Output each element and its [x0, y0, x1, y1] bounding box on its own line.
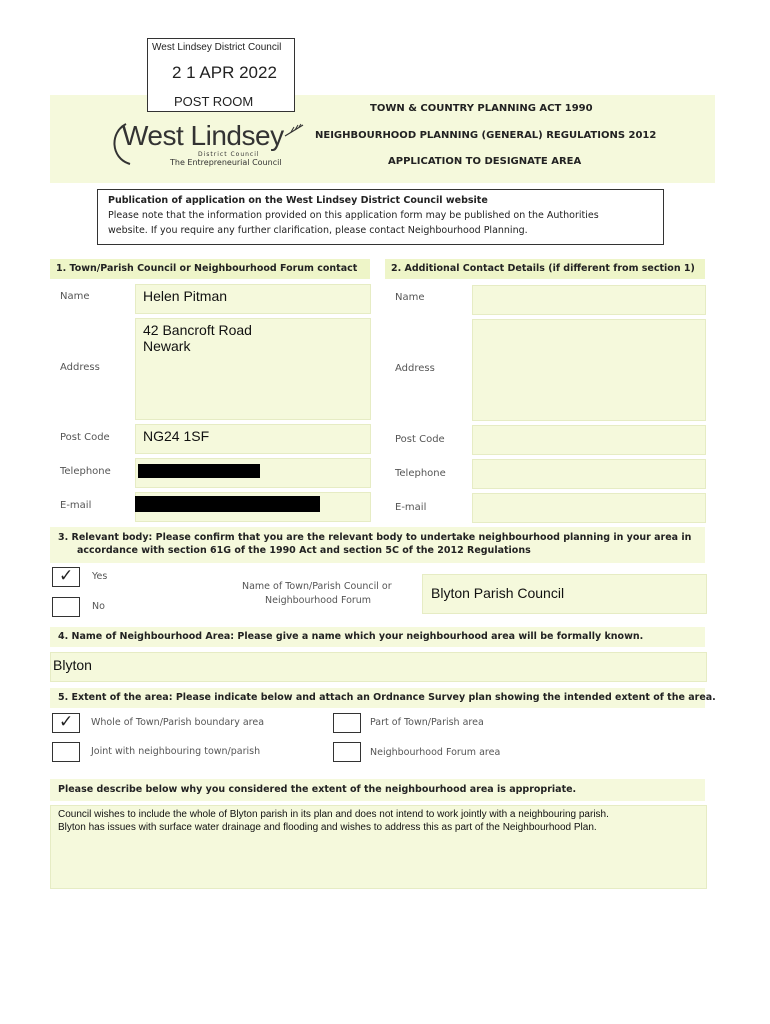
logo-name: West Lindsey: [122, 120, 284, 151]
s1-name-value: Helen Pitman: [143, 288, 228, 304]
s1-telephone-redaction: [138, 464, 260, 478]
header-title2: NEIGHBOURHOOD PLANNING (GENERAL) REGULATIONS 2012: [315, 130, 657, 141]
s1-postcode-value: NG24 1SF: [143, 428, 210, 444]
s1-email-label: E-mail: [60, 500, 92, 511]
extent-whole-label: Whole of Town/Parish boundary area: [91, 717, 265, 728]
yes-tick-icon: ✓: [59, 566, 74, 586]
logo-sub: District Council: [198, 151, 260, 158]
extent-forum-label: Neighbourhood Forum area: [370, 747, 501, 758]
section3-text2: accordance with section 61G of the 1990 Act and section 5C of the 2012 Regulations: [77, 545, 531, 556]
extent-part-checkbox[interactable]: [333, 713, 361, 733]
stamp-line3: POST ROOM: [174, 94, 254, 109]
s1-address-line2: Newark: [143, 338, 191, 354]
section4-text: 4. Name of Neighbourhood Area: Please give a name which your neighbourhood area will be formally known.: [58, 631, 644, 642]
s2-address-label: Address: [395, 363, 435, 374]
notice-title: Publication of application on the West Lindsey District Council website: [108, 195, 488, 206]
s1-name-label: Name: [60, 291, 90, 302]
area-name-field[interactable]: [50, 652, 707, 682]
s2-email-label: E-mail: [395, 502, 427, 513]
s2-telephone-label: Telephone: [395, 468, 446, 479]
logo-tagline: The Entrepreneurial Council: [170, 158, 282, 167]
s2-name-label: Name: [395, 292, 425, 303]
whole-tick-icon: ✓: [59, 712, 74, 732]
s2-postcode-field[interactable]: [472, 425, 706, 455]
s2-telephone-field[interactable]: [472, 459, 706, 489]
section3-text1: 3. Relevant body: Please confirm that you are the relevant body to undertake neighbourhood planning in your area in: [58, 532, 692, 543]
s2-email-field[interactable]: [472, 493, 706, 523]
relevant-body-no-checkbox[interactable]: [52, 597, 80, 617]
extent-whole-checkbox[interactable]: [52, 713, 80, 733]
stamp-line1: West Lindsey District Council: [152, 42, 282, 53]
yes-label: Yes: [92, 571, 108, 582]
no-label: No: [92, 601, 105, 612]
publication-notice: [97, 189, 664, 245]
section5-text: 5. Extent of the area: Please indicate below and attach an Ordnance Survey plan showing the intended extent of the area.: [58, 692, 716, 703]
describe-line1: Council wishes to include the whole of Blyton parish in its plan and does not intend to work jointly with a neighbouring parish.: [58, 809, 609, 820]
stamp-date: 2 1 APR 2022: [172, 63, 277, 82]
header-title3: APPLICATION TO DESIGNATE AREA: [388, 156, 582, 167]
s2-name-field[interactable]: [472, 285, 706, 315]
s1-postcode-label: Post Code: [60, 432, 110, 443]
extent-part-label: Part of Town/Parish area: [370, 717, 484, 728]
s1-telephone-label: Telephone: [60, 466, 111, 477]
extent-joint-label: Joint with neighbouring town/parish: [91, 746, 261, 757]
notice-line1: Please note that the information provided on this application form may be published on the Authorities: [108, 210, 599, 221]
council-name-value: Blyton Parish Council: [431, 585, 565, 601]
s1-address-label: Address: [60, 362, 100, 373]
council-logo: [108, 118, 308, 170]
notice-line2: website. If you require any further clarification, please contact Neighbourhood Planning.: [108, 225, 528, 236]
extent-forum-checkbox[interactable]: [333, 742, 361, 762]
s1-address-line1: 42 Bancroft Road: [143, 322, 252, 338]
area-name-value: Blyton: [53, 657, 92, 673]
section2-heading: 2. Additional Contact Details (if different from section 1): [385, 259, 705, 279]
council-name-label2: Neighbourhood Forum: [265, 595, 372, 606]
received-stamp: [147, 38, 295, 112]
header-title1: TOWN & COUNTRY PLANNING ACT 1990: [370, 103, 593, 114]
extent-joint-checkbox[interactable]: [52, 742, 80, 762]
describe-heading: Please describe below why you considered the extent of the neighbourhood area is appropriate.: [58, 784, 577, 795]
section1-heading: 1. Town/Parish Council or Neighbourhood Forum contact: [50, 259, 370, 279]
s1-email-redaction: [135, 496, 320, 512]
describe-line2: Blyton has issues with surface water drainage and flooding and wishes to address this as part of the Neighbourhood Plan.: [58, 822, 597, 833]
s2-postcode-label: Post Code: [395, 434, 445, 445]
council-name-label1: Name of Town/Parish Council or: [242, 581, 392, 592]
relevant-body-yes-checkbox[interactable]: [52, 567, 80, 587]
logo-leaf-icon: [283, 122, 307, 138]
s2-address-field[interactable]: [472, 319, 706, 421]
